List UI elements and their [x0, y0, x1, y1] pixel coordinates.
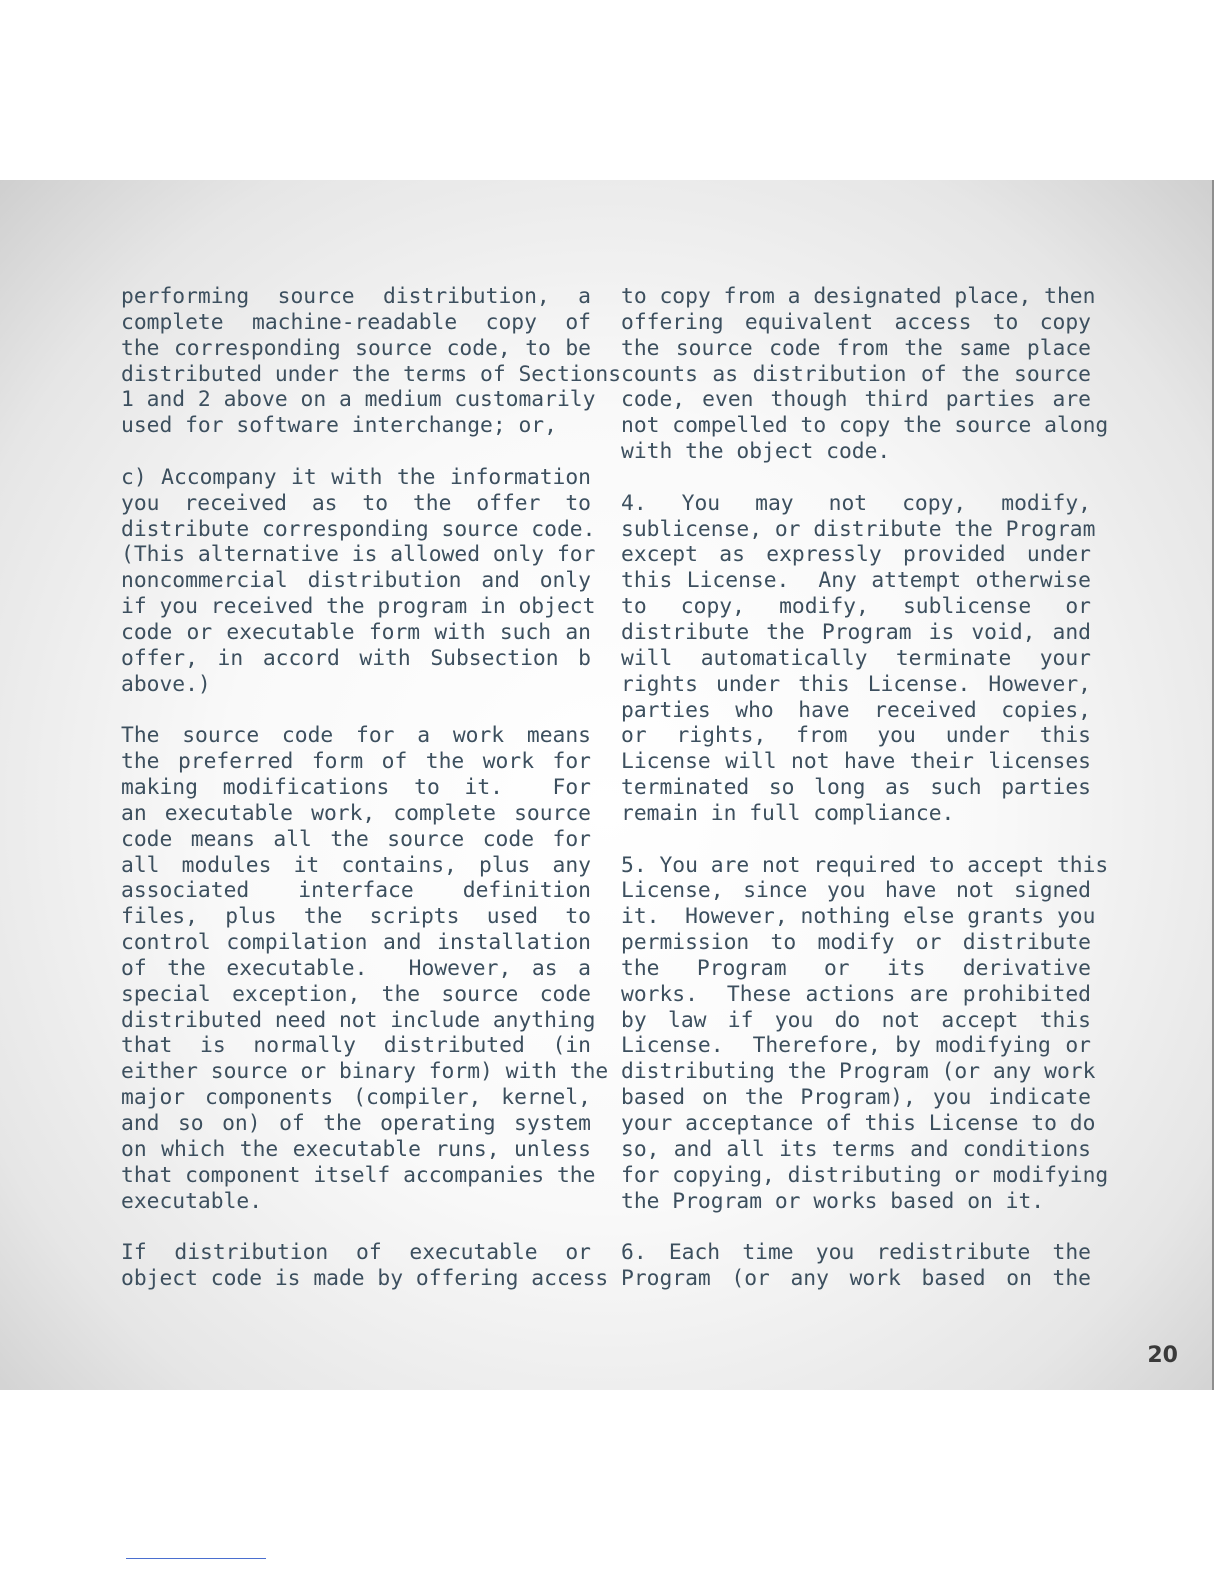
- text-line: the preferred form of the work for: [121, 749, 591, 775]
- text-line: executable.: [121, 1188, 263, 1214]
- text-line: the Program or its derivative: [621, 955, 1091, 981]
- text-line: performing source distribution, a: [121, 284, 591, 309]
- text-line: offer, in accord with Subsection b: [121, 645, 591, 671]
- text-line: License, since you have not signed: [621, 878, 1091, 904]
- text-line: License will not have their licenses: [621, 749, 1091, 775]
- text-line: distribute corresponding source code.: [121, 516, 596, 542]
- text-line: The source code for a work means: [121, 723, 591, 749]
- text-line: 1 and 2 above on a medium customarily: [121, 387, 596, 413]
- text-line: distributed need not include anything: [121, 1007, 596, 1033]
- page-number: 20: [1147, 1343, 1178, 1368]
- text-line: 6. Each time you redistribute the: [621, 1240, 1091, 1266]
- text-line: used for software interchange; or,: [121, 413, 557, 439]
- text-line: works. These actions are prohibited: [621, 981, 1091, 1007]
- text-line: to copy, modify, sublicense or: [621, 594, 1091, 620]
- text-line: the corresponding source code, to be: [121, 335, 591, 361]
- text-line: parties who have received copies,: [621, 697, 1091, 723]
- text-line: control compilation and installation: [121, 930, 591, 956]
- page-content-area: [0, 180, 1214, 1390]
- text-line: associated interface definition: [121, 878, 591, 904]
- text-line: making modifications to it. For: [121, 775, 591, 801]
- text-line: or rights, from you under this: [621, 723, 1091, 749]
- text-line: all modules it contains, plus any: [121, 852, 591, 878]
- text-line: object code is made by offering access: [121, 1266, 609, 1292]
- text-line: complete machine-readable copy of: [121, 309, 591, 335]
- text-line: will automatically terminate your: [621, 645, 1091, 671]
- text-line: except as expressly provided under: [621, 542, 1091, 568]
- paragraph: [621, 1240, 1091, 1292]
- paragraph: [121, 464, 596, 698]
- text-line: (This alternative is allowed only for: [121, 542, 596, 568]
- text-line: distributed under the terms of Sections: [121, 361, 622, 387]
- text-line: with the object code.: [621, 439, 891, 465]
- left-text-column: [121, 284, 622, 1318]
- footnote-rule: [126, 1558, 266, 1559]
- paragraph: [621, 284, 1109, 465]
- text-line: based on the Program), you indicate: [621, 1085, 1091, 1111]
- text-line: that component itself accompanies the: [121, 1162, 596, 1188]
- text-line: not compelled to copy the source along: [621, 413, 1109, 439]
- text-line: code, even though third parties are: [621, 387, 1091, 413]
- text-line: distributing the Program (or any work: [621, 1059, 1096, 1085]
- text-line: above.): [121, 671, 211, 697]
- text-line: either source or binary form) with the: [121, 1059, 609, 1085]
- text-line: your acceptance of this License to do: [621, 1111, 1096, 1136]
- text-line: counts as distribution of the source: [621, 361, 1091, 387]
- text-line: distribute the Program is void, and: [621, 619, 1091, 645]
- text-line: so, and all its terms and conditions: [621, 1136, 1091, 1162]
- text-line: this License. Any attempt otherwise: [621, 568, 1091, 594]
- text-line: of the executable. However, as a: [121, 955, 591, 981]
- text-line: Program (or any work based on the: [621, 1266, 1091, 1292]
- text-line: sublicense, or distribute the Program: [621, 516, 1096, 542]
- text-line: 5. You are not required to accept this: [621, 852, 1109, 878]
- right-text-column: [621, 284, 1109, 1318]
- text-line: terminated so long as such parties: [621, 775, 1091, 801]
- text-line: it. However, nothing else grants you: [621, 904, 1096, 930]
- paragraph: [621, 852, 1109, 1215]
- text-line: 4. You may not copy, modify,: [621, 490, 1091, 516]
- text-line: remain in full compliance.: [621, 800, 955, 826]
- paragraph: [121, 1240, 609, 1292]
- text-line: offering equivalent access to copy: [621, 309, 1091, 335]
- text-line: permission to modify or distribute: [621, 930, 1091, 956]
- text-line: License. Therefore, by modifying or: [621, 1033, 1091, 1059]
- text-line: for copying, distributing or modifying: [621, 1162, 1109, 1188]
- text-line: and so on) of the operating system: [121, 1111, 591, 1136]
- text-line: rights under this License. However,: [621, 671, 1091, 697]
- text-line: the source code from the same place: [621, 335, 1091, 361]
- text-line: code or executable form with such an: [121, 619, 591, 645]
- text-line: an executable work, complete source: [121, 800, 591, 826]
- text-line: if you received the program in object: [121, 594, 596, 620]
- text-line: that is normally distributed (in: [121, 1033, 591, 1059]
- text-line: you received as to the offer to: [121, 490, 591, 516]
- text-line: major components (compiler, kernel,: [121, 1085, 591, 1111]
- paragraph: [121, 284, 622, 439]
- text-line: to copy from a designated place, then: [621, 284, 1096, 309]
- paragraph: [621, 490, 1096, 827]
- paragraph: [121, 723, 609, 1214]
- text-line: the Program or works based on it.: [621, 1188, 1045, 1214]
- text-line: c) Accompany it with the information: [121, 464, 591, 490]
- text-line: special exception, the source code: [121, 981, 591, 1007]
- text-line: code means all the source code for: [121, 826, 591, 852]
- text-line: by law if you do not accept this: [621, 1007, 1091, 1033]
- text-line: files, plus the scripts used to: [121, 904, 591, 930]
- text-line: noncommercial distribution and only: [121, 568, 591, 594]
- text-line: If distribution of executable or: [121, 1240, 591, 1266]
- text-line: on which the executable runs, unless: [121, 1136, 591, 1162]
